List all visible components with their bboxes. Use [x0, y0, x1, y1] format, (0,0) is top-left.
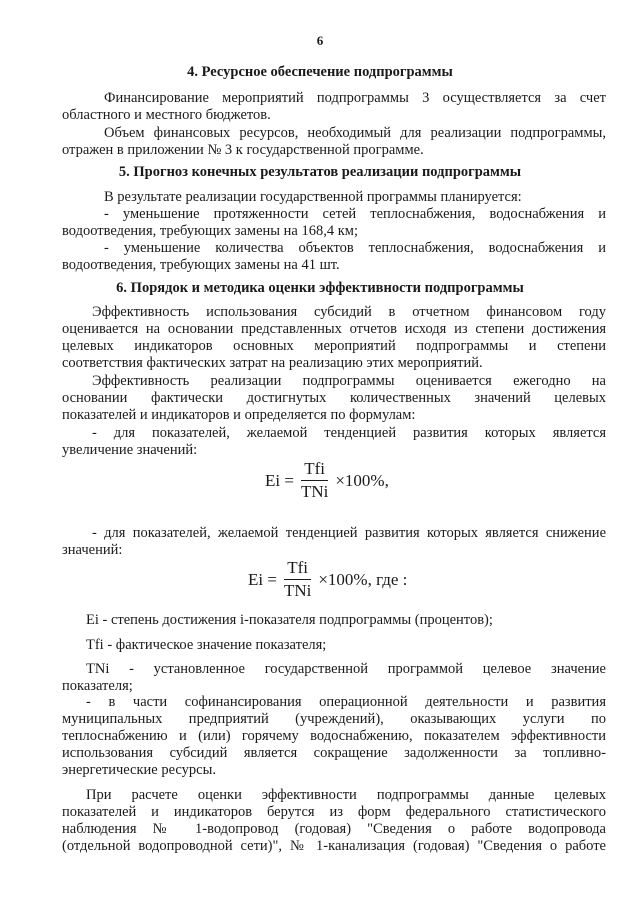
text-line: При расчете оценки эффективности подпрограммы данные целевых — [86, 787, 606, 803]
text-line: - уменьшение количества объектов теплоснабжения, водоснабжения и — [104, 240, 606, 256]
text-line: областного и местного бюджетов. — [62, 107, 271, 123]
section-5-paragraph-1 — [62, 189, 606, 206]
text-line: водоотведения, требующих замены на 41 шт. — [62, 257, 340, 273]
text-line: энергетические ресурсы. — [62, 762, 216, 778]
fraction-denominator: TNi — [300, 482, 329, 501]
definition-ei: Ei - степень достижения i-показателя подпрограммы (процентов); — [86, 612, 493, 628]
fraction-numerator: Tfi — [301, 459, 328, 481]
text-line: В результате реализации государственной программы планируется: — [104, 189, 522, 205]
section-6-paragraph-3 — [62, 425, 606, 459]
text-line: увеличение значений: — [62, 442, 198, 458]
section-6-paragraph-4 — [62, 525, 606, 559]
text-line: соответствия фактических затрат на реализацию этих мероприятий. — [62, 355, 483, 371]
section-4-title: 4. Ресурсное обеспечение подпрограммы — [187, 64, 453, 80]
section-6-paragraph-2 — [62, 373, 606, 424]
section-6-paragraph-6 — [62, 787, 606, 855]
fraction-numerator: Tfi — [284, 558, 311, 580]
section-6-paragraph-1 — [62, 304, 606, 372]
fraction — [298, 459, 331, 502]
formula-decrease — [248, 558, 407, 601]
formula-lhs: Ei = — [265, 470, 294, 490]
text-line: значений: — [62, 542, 123, 558]
formula-rhs: ×100%, — [335, 470, 389, 490]
text-line: теплоснабжению и (или) горячему водоснабжению, показателем эффективности — [62, 728, 606, 744]
fraction-denominator: TNi — [283, 581, 312, 600]
section-4-paragraph-1 — [62, 90, 606, 124]
text-line: показателя; — [62, 678, 133, 694]
section-6-title: 6. Порядок и методика оценки эффективности подпрограммы — [116, 280, 524, 296]
text-line: TNi - установленное государственной программой целевое значение — [86, 661, 606, 677]
text-line: - в части софинансирования операционной деятельности и развития — [86, 694, 606, 710]
text-line: основании фактически достигнутых количественных значений целевых — [62, 390, 606, 406]
text-line: Объем финансовых ресурсов, необходимый для реализации подпрограммы, — [104, 125, 606, 141]
definition-tfi: Tfi - фактическое значение показателя; — [86, 637, 327, 653]
text-line: - для показателей, желаемой тенденцией развития которых является снижение — [92, 525, 606, 541]
formula-lhs: Ei = — [248, 569, 277, 589]
text-line: Эффективность реализации подпрограммы оценивается ежегодно на — [92, 373, 606, 389]
text-line: оценивается на основании представленных отчетов исходя из степени достижения — [62, 321, 606, 337]
text-line: (отдельной водопроводной сети)", № 1-канализация (годовая) "Сведения о работе — [62, 838, 606, 854]
text-line: наблюдения № 1-водопровод (годовая) "Сведения о работе водопровода — [62, 821, 606, 837]
definition-tni — [62, 661, 606, 695]
page-number: 6 — [316, 33, 324, 48]
formula-increase — [265, 459, 389, 502]
text-line: показателей и индикаторов берутся из форм федерального статистического — [62, 804, 606, 820]
fraction — [281, 558, 314, 601]
text-line: использования субсидий является сокращение задолженности за топливно- — [62, 745, 606, 761]
section-5-title: 5. Прогноз конечных результатов реализации подпрограммы — [118, 164, 522, 180]
section-6-paragraph-5 — [62, 694, 606, 779]
section-5-bullet-2 — [62, 240, 606, 274]
text-line: муниципальных предприятий (учреждений), оказывающих услуги по — [62, 711, 606, 727]
text-line: Эффективность использования субсидий в отчетном финансовом году — [92, 304, 606, 320]
text-line: отражен в приложении № 3 к государственной программе. — [62, 142, 424, 158]
text-line: - для показателей, желаемой тенденцией развития которых является — [92, 425, 606, 441]
text-line: - уменьшение протяженности сетей теплоснабжения, водоснабжения и — [104, 206, 606, 222]
text-line: целевых индикаторов основных мероприятий подпрограммы и степени — [62, 338, 606, 354]
section-5-bullet-1 — [62, 206, 606, 240]
text-line: водоотведения, требующих замены на 168,4 км; — [62, 223, 358, 239]
text-line: Финансирование мероприятий подпрограммы 3 осуществляется за счет — [104, 90, 606, 106]
text-line: показателей и индикаторов и определяется по формулам: — [62, 407, 416, 423]
section-4-paragraph-2 — [62, 125, 606, 159]
formula-rhs: ×100%, где : — [318, 569, 408, 589]
